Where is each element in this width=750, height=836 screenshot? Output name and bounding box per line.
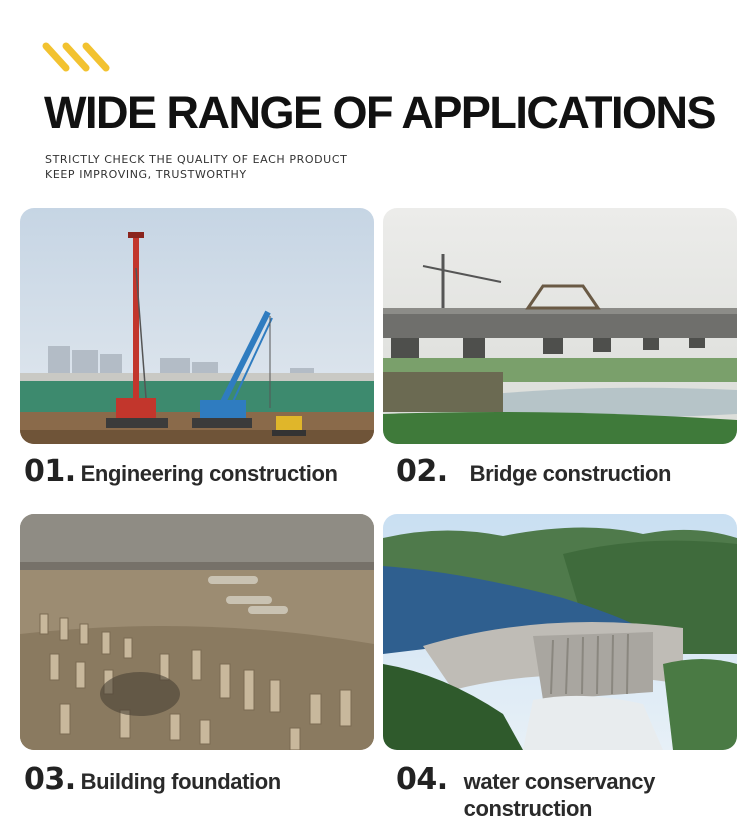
subtitle (45, 152, 347, 182)
accent-stripes-icon (42, 40, 122, 74)
item-label-3 (24, 762, 281, 797)
subtitle-line-1: STRICTLY CHECK THE QUALITY OF EACH PRODUCT (45, 153, 348, 166)
item-caption-2: Bridge construction (469, 461, 672, 486)
building-foundation-image (20, 514, 374, 750)
item-label-1 (24, 454, 338, 489)
item-label-2 (396, 454, 671, 489)
page-title: WIDE RANGE OF APPLICATIONS (44, 87, 716, 138)
subtitle-line-2: KEEP IMPROVING, TRUSTWORTHY (45, 168, 247, 181)
item-number-2: 02. (396, 454, 448, 489)
item-number-1: 01. (24, 454, 76, 489)
item-number-4: 04. (396, 762, 448, 797)
item-number-3: 03. (24, 762, 76, 797)
bridge-construction-image (383, 208, 737, 444)
engineering-construction-image (20, 208, 374, 444)
water-conservancy-image (383, 514, 737, 750)
item-label-4 (396, 762, 704, 822)
item-caption-3: Building foundation (80, 769, 281, 794)
item-caption-1: Engineering construction (80, 461, 338, 486)
item-caption-4: water conservancy construction (463, 769, 655, 821)
